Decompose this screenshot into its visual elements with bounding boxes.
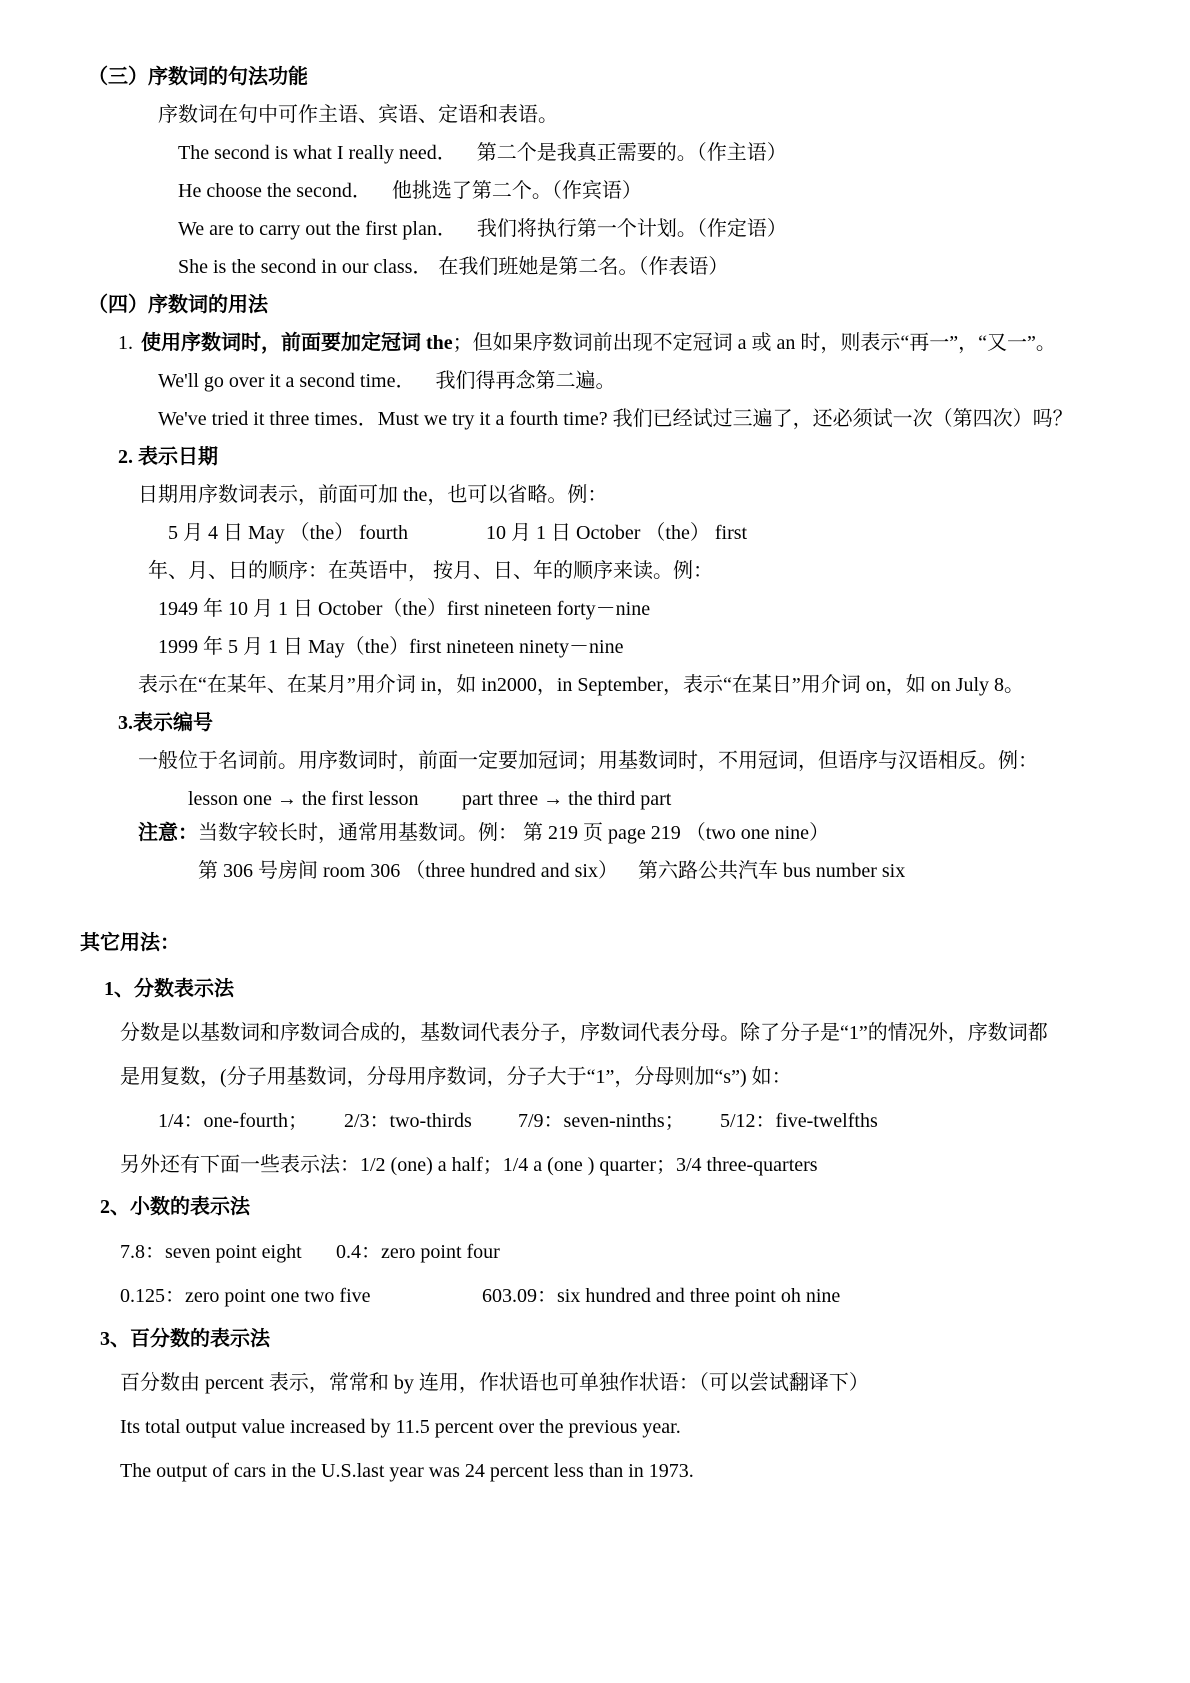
example-line xyxy=(178,254,728,280)
percent-sentence: Its total output value increased by 11.5 percent over the previous year. xyxy=(120,1416,681,1438)
example-line xyxy=(178,140,787,166)
note-text: 当数字较长时，通常用基数词。例： 第 219 页 page 219 （two one nine） xyxy=(198,822,830,844)
other-usage-title: 其它用法： xyxy=(80,932,180,954)
section-4-title: （四）序数词的用法 xyxy=(88,294,268,316)
item-number: 1. xyxy=(118,332,133,354)
note-label: 注意： xyxy=(138,822,198,844)
item-3-desc: 一般位于名词前。用序数词时，前面一定要加冠词；用基数词时，不用冠词，但语序与汉语相反。例： xyxy=(138,750,1038,772)
example-zh: 第二个是我真正需要的。（作主语） xyxy=(476,142,787,164)
fraction-example: 7/9：seven-ninths； xyxy=(518,1110,685,1132)
item-2-order: 年、月、日的顺序：在英语中， 按月、日、年的顺序来读。例： xyxy=(148,560,713,582)
example-en: The second is what I really need． xyxy=(178,142,457,164)
date-example-a: 5 月 4 日 May （the） fourth xyxy=(168,522,408,544)
example-en: She is the second in our class． xyxy=(178,256,433,278)
item-2-title: 2. 表示日期 xyxy=(118,446,218,468)
date-example-b: 10 月 1 日 October （the） first xyxy=(486,522,748,544)
item-1-rest: ；但如果序数词前出现不定冠词 a 或 an 时，则表示“再一”，“又一”。 xyxy=(452,332,1056,354)
example-en: We are to carry out the first plan． xyxy=(178,218,457,240)
decimal-title: 2、小数的表示法 xyxy=(100,1196,250,1218)
section-3-title: （三）序数词的句法功能 xyxy=(88,66,308,88)
example-zh: 我们将执行第一个计划。（作定语） xyxy=(476,218,787,240)
decimal-example: 0.4：zero point four xyxy=(336,1241,500,1263)
number-example-b: part three → the third part xyxy=(462,788,672,810)
decimal-example: 603.09：six hundred and three point oh nine xyxy=(482,1285,841,1307)
year-example: 1999 年 5 月 1 日 May（the）first nineteen ninety－nine xyxy=(158,636,624,658)
fraction-paragraph: 分数是以基数词和序数词合成的，基数词代表分子，序数词代表分母。除了分子是“1”的情况外，序数词都 xyxy=(120,1022,1048,1044)
example-zh: 我们得再念第二遍。 xyxy=(435,370,616,392)
example-line: We've tried it three times．Must we try it a fourth time? 我们已经试过三遍了，还必须试一次（第四次）吗？ xyxy=(158,408,1073,430)
fraction-example: 5/12：five-twelfths xyxy=(720,1110,878,1132)
fraction-example: 1/4：one-fourth； xyxy=(158,1110,308,1132)
example-zh: 他挑选了第二个。（作宾语） xyxy=(391,180,642,202)
note-example-b: 第六路公共汽车 bus number six xyxy=(638,860,906,882)
note-example-a: 第 306 号房间 room 306 （three hundred and six） xyxy=(198,860,618,882)
section-3-intro: 序数词在句中可作主语、宾语、定语和表语。 xyxy=(158,104,558,126)
item-2-desc: 日期用序数词表示，前面可加 the，也可以省略。例： xyxy=(138,484,608,506)
example-line xyxy=(158,368,615,394)
percent-sentence: The output of cars in the U.S.last year was 24 percent less than in 1973. xyxy=(120,1460,694,1482)
decimal-example: 7.8：seven point eight xyxy=(120,1241,302,1263)
example-en: We'll go over it a second time． xyxy=(158,370,416,392)
percent-title: 3、百分数的表示法 xyxy=(100,1328,270,1350)
item-2-prep: 表示在“在某年、在某月”用介词 in，如 in2000，in September，表示“在某日”用介词 on，如 on July 8。 xyxy=(138,674,1025,696)
example-zh: 在我们班她是第二名。（作表语） xyxy=(438,256,729,278)
example-line xyxy=(178,178,642,204)
fraction-example: 2/3：two-thirds xyxy=(344,1110,472,1132)
usage-item-1 xyxy=(118,330,1056,356)
fraction-paragraph: 是用复数，(分子用基数词，分母用序数词，分子大于“1”，分母则加“s”) 如： xyxy=(120,1066,792,1088)
note-line xyxy=(138,820,829,846)
fraction-title: 1、分数表示法 xyxy=(104,978,234,1000)
example-en: He choose the second． xyxy=(178,180,372,202)
percent-desc: 百分数由 percent 表示，常常和 by 连用，作状语也可单独作状语：（可以尝试翻译下） xyxy=(120,1372,869,1394)
decimal-example: 0.125：zero point one two five xyxy=(120,1285,371,1307)
example-line xyxy=(178,216,787,242)
item-3-title: 3.表示编号 xyxy=(118,712,213,734)
fraction-extra: 另外还有下面一些表示法：1/2 (one) a half；1/4 a (one ) quarter；3/4 three-quarters xyxy=(120,1154,818,1176)
item-1-bold: 使用序数词时，前面要加定冠词 the xyxy=(141,332,453,354)
number-example-a: lesson one → the first lesson xyxy=(188,788,419,810)
year-example: 1949 年 10 月 1 日 October（the）first nineteen forty－nine xyxy=(158,598,651,620)
